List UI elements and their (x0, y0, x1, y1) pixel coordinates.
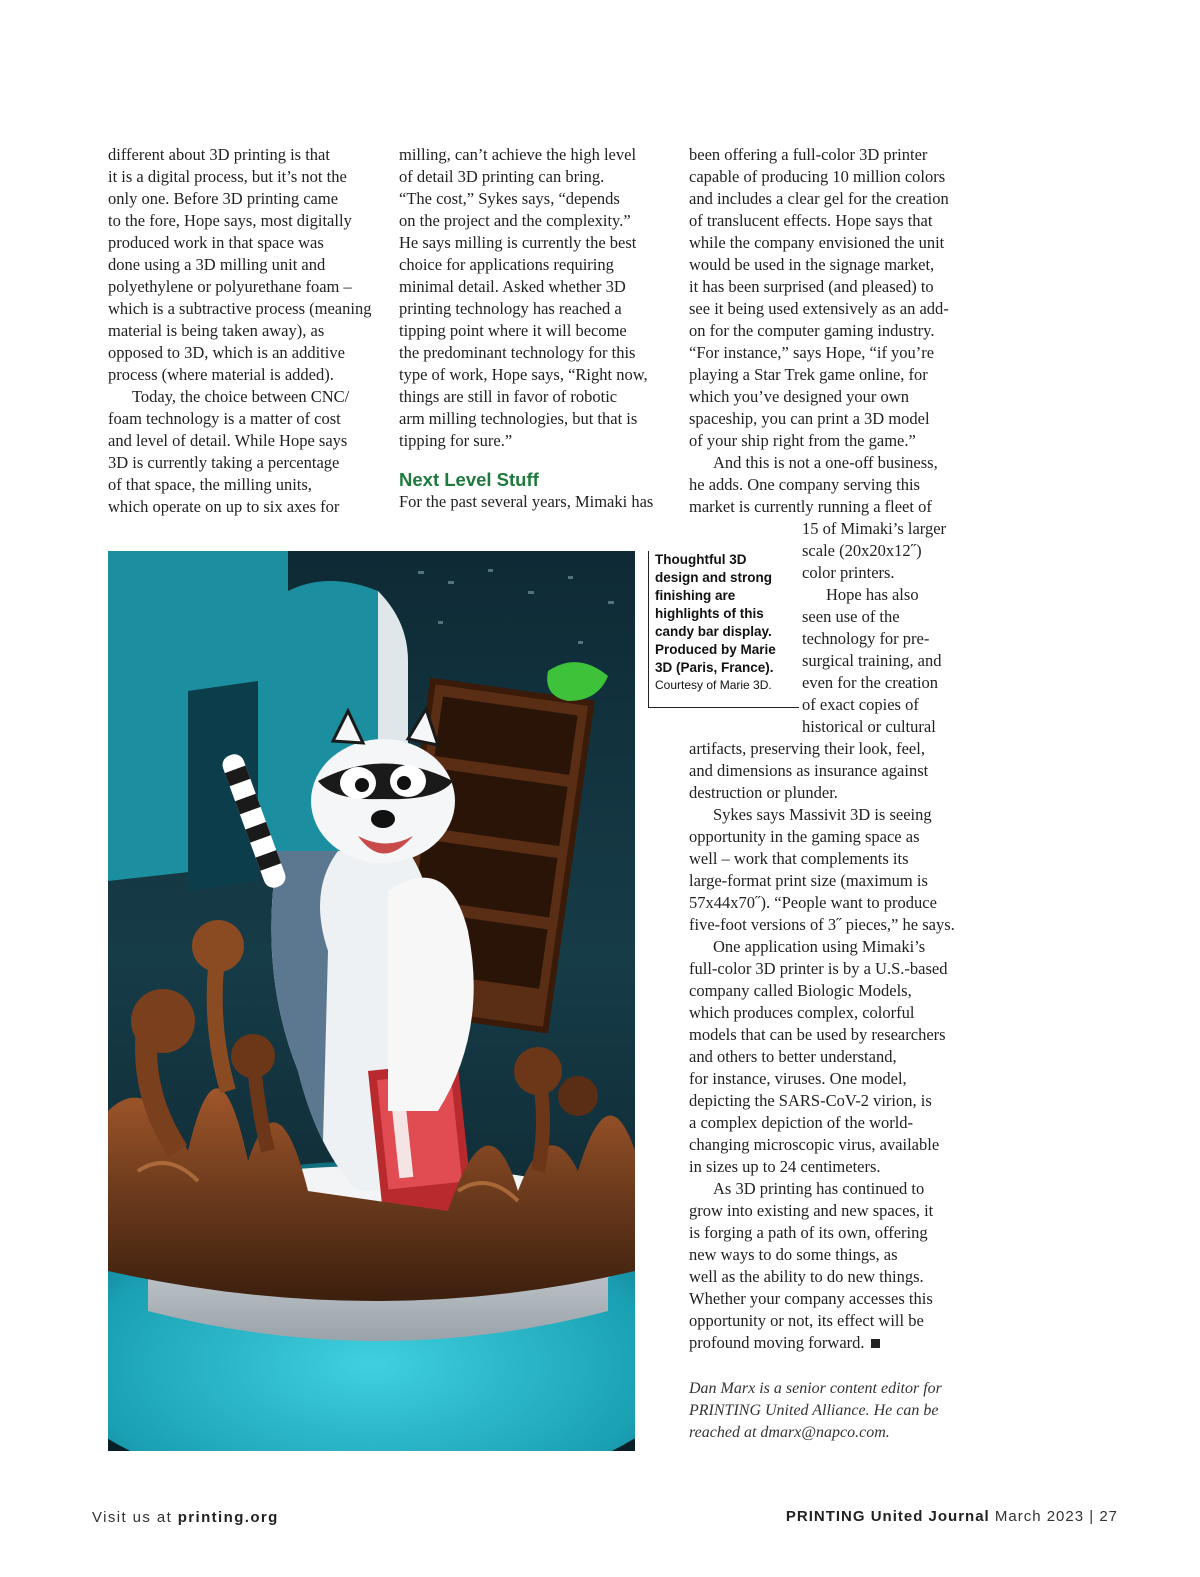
text-line: “The cost,” Sykes says, “depends (399, 189, 620, 208)
text-line: printing technology has reached a (399, 299, 622, 318)
text-line: would be used in the signage market, (689, 255, 935, 274)
text-line: models that can be used by researchers (689, 1025, 946, 1044)
text-line: For the past several years, Mimaki has (399, 492, 654, 511)
author-bio (689, 1378, 942, 1444)
text-line: even for the creation (802, 673, 939, 692)
text-line: and others to better understand, (689, 1047, 897, 1066)
text-line: Whether your company accesses this (689, 1289, 933, 1308)
text-line: opportunity or not, its effect will be (689, 1311, 924, 1330)
text-line: company called Biologic Models, (689, 981, 912, 1000)
text-line: only one. Before 3D printing came (108, 189, 339, 208)
text-line: grow into existing and new spaces, it (689, 1201, 934, 1220)
text-line: type of work, Hope says, “Right now, (399, 365, 648, 384)
text-line: material is being taken away), as (108, 321, 325, 340)
text-line: technology for pre- (802, 629, 930, 648)
text-line: which operate on up to six axes for (108, 497, 340, 516)
text-line: reached at dmarx@napco.com. (689, 1424, 890, 1441)
text-line: done using a 3D milling unit and (108, 255, 326, 274)
text-line: playing a Star Trek game online, for (689, 365, 928, 384)
text-line: is forging a path of its own, offering (689, 1223, 928, 1242)
text-line: things are still in favor of robotic (399, 387, 618, 406)
text-line: on the project and the complexity.” (399, 211, 631, 230)
text-line: arm milling technologies, but that is (399, 409, 638, 428)
text-line: of your ship right from the game.” (689, 431, 916, 450)
text-line: historical or cultural (802, 717, 936, 736)
text-line: a complex depiction of the world- (689, 1113, 914, 1132)
text-line: for instance, viruses. One model, (689, 1069, 907, 1088)
text-line: he adds. One company serving this (689, 475, 920, 494)
text-line: PRINTING United Alliance. He can be (689, 1402, 939, 1419)
text-line: of that space, the milling units, (108, 475, 312, 494)
text-line: the predominant technology for this (399, 343, 636, 362)
text-line: see it being used extensively as an add- (689, 299, 949, 318)
text-line: five-foot versions of 3˝ pieces,” he says. (689, 915, 955, 934)
text-line: color printers. (802, 563, 895, 582)
text-line: “For instance,” says Hope, “if you’re (689, 343, 935, 362)
text-line: tipping point where it will become (399, 321, 627, 340)
text-line: Hope has also (826, 585, 919, 604)
text-line: of exact copies of (802, 695, 919, 714)
text-line: spaceship, you can print a 3D model (689, 409, 930, 428)
text-line: and includes a clear gel for the creation (689, 189, 949, 208)
text-line: while the company envisioned the unit (689, 233, 945, 252)
section-heading: Next Level Stuff (399, 469, 539, 490)
text-line: full-color 3D printer is by a U.S.-based (689, 959, 948, 978)
journal-name: PRINTING United Journal (785, 1508, 990, 1525)
text-line: on for the computer gaming industry. (689, 321, 935, 340)
text-line: which is a subtractive process (meaning (108, 299, 372, 318)
text-line: and dimensions as insurance against (689, 761, 929, 780)
text-line: tipping for sure.” (399, 431, 513, 450)
text-line: surgical training, and (802, 651, 942, 670)
text-line: Sykes says Massivit 3D is seeing (713, 805, 932, 824)
text-line: And this is not a one-off business, (713, 453, 938, 472)
text-line: artifacts, preserving their look, feel, (689, 739, 925, 758)
caption-text: Thoughtful 3D design and strong finishing are highlights of this candy bar display. Produced by Marie 3D (Paris, France). (655, 552, 776, 675)
text-line: produced work in that space was (108, 233, 324, 252)
text-line: changing microscopic virus, available (689, 1135, 940, 1154)
text-line: of detail 3D printing can bring. (399, 167, 605, 186)
text-line: capable of producing 10 million colors (689, 167, 946, 186)
text-line: different about 3D printing is that (108, 145, 330, 164)
website-link[interactable]: printing.org (177, 1509, 279, 1526)
text-line: profound moving forward. (689, 1332, 955, 1354)
footer-website: Visit us at printing.org (92, 1509, 279, 1526)
text-line: which you’ve designed your own (689, 387, 909, 406)
text-line: minimal detail. Asked whether 3D (399, 277, 626, 296)
article-column-3-top (689, 144, 949, 518)
text-line: process (where material is added). (108, 365, 334, 384)
text-line: 57x44x70˝). “People want to produce (689, 893, 937, 912)
text-line: in sizes up to 24 centimeters. (689, 1157, 881, 1176)
text-line: 15 of Mimaki’s larger (802, 519, 947, 538)
footer-folio (786, 1508, 1118, 1525)
text-line: to the fore, Hope says, most digitally (108, 211, 352, 230)
text-line: and level of detail. While Hope says (108, 431, 348, 450)
text-line: of translucent effects. Hope says that (689, 211, 933, 230)
text-line: Dan Marx is a senior content editor for (689, 1380, 942, 1397)
text-line: been offering a full-color 3D printer (689, 145, 928, 164)
text-line: Today, the choice between CNC/ (132, 387, 350, 406)
text-line: choice for applications requiring (399, 255, 614, 274)
text-line: opposed to 3D, which is an additive (108, 343, 345, 362)
text-line: One application using Mimaki’s (713, 937, 926, 956)
text-line: which produces complex, colorful (689, 1003, 915, 1022)
text-line: it has been surprised (and pleased) to (689, 277, 934, 296)
end-of-article-mark (871, 1339, 880, 1348)
article-column-3-bottom (689, 738, 955, 1354)
text-line: it is a digital process, but it’s not the (108, 167, 347, 186)
text-line: market is currently running a fleet of (689, 497, 932, 516)
text-line: well – work that complements its (689, 849, 909, 868)
text-line: depicting the SARS-CoV-2 virion, is (689, 1091, 932, 1110)
text-line: foam technology is a matter of cost (108, 409, 341, 428)
text-line: new ways to do some things, as (689, 1245, 898, 1264)
candy-bar-display-photo (108, 551, 635, 1451)
text-line: large-format print size (maximum is (689, 871, 928, 890)
article-column-2 (399, 144, 653, 513)
text-line: 3D is currently taking a percentage (108, 453, 340, 472)
text-line: polyethylene or polyurethane foam – (108, 277, 352, 296)
photo-caption (648, 551, 799, 708)
text-line: As 3D printing has continued to (713, 1179, 925, 1198)
text-line: scale (20x20x12˝) (802, 541, 922, 560)
text-line: destruction or plunder. (689, 783, 838, 802)
article-column-1 (108, 144, 371, 518)
text-line: well as the ability to do new things. (689, 1267, 924, 1286)
article-column-3-narrow (802, 518, 946, 738)
issue-page: March 2023 | 27 (989, 1508, 1118, 1525)
text-line: milling, can’t achieve the high level (399, 145, 637, 164)
text-line: opportunity in the gaming space as (689, 827, 920, 846)
text-line: He says milling is currently the best (399, 233, 637, 252)
photo-credit: Courtesy of Marie 3D. (655, 678, 772, 692)
text-line: seen use of the (802, 607, 900, 626)
